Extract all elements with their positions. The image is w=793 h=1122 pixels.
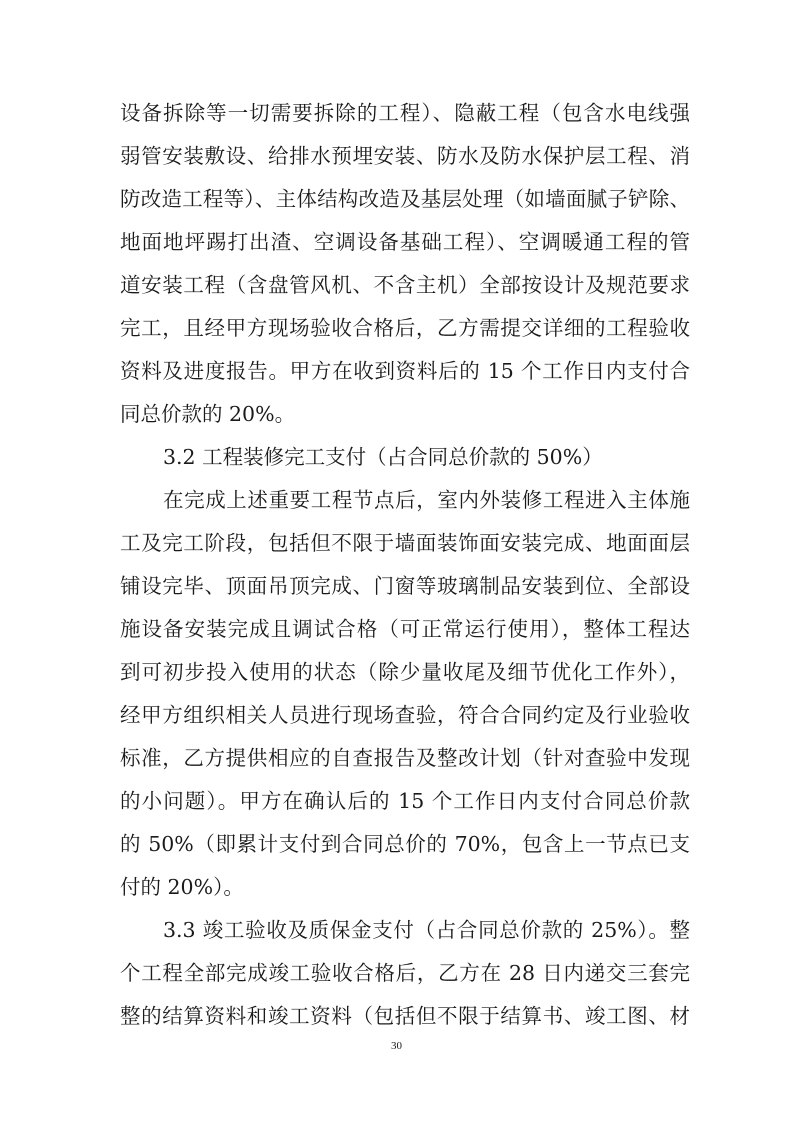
body-text-line: 铺设完毕、顶面吊顶完成、门窗等玻璃制品安装到位、全部设 [120,574,690,598]
body-text-line: 的 50%（即累计支付到合同总价的 70%，包含上一节点已支 [120,832,690,856]
section-heading-3-3: 3.3 竣工验收及质保金支付（占合同总价款的 25%）。整 [163,918,690,942]
body-text-line: 付的 20%）。 [120,875,244,899]
page-number: 30 [391,1040,402,1052]
body-text-line: 完工，且经甲方现场验收合格后，乙方需提交详细的工程验收 [120,316,690,340]
body-text-line: 同总价款的 20%。 [120,402,296,426]
body-text-line: 道安装工程（含盘管风机、不含主机）全部按设计及规范要求 [120,273,690,297]
body-text-line: 个工程全部完成竣工验收合格后，乙方在 28 日内递交三套完 [120,961,690,985]
body-text-line: 防改造工程等）、主体结构改造及基层处理（如墙面腻子铲除、 [120,187,690,211]
body-text-line: 地面地坪踢打出渣、空调设备基础工程）、空调暖通工程的管 [120,230,690,254]
body-text-line: 标准，乙方提供相应的自查报告及整改计划（针对查验中发现 [120,746,690,770]
body-text-line: 资料及进度报告。甲方在收到资料后的 15 个工作日内支付合 [120,359,690,383]
section-heading-3-2: 3.2 工程装修完工支付（占合同总价款的 50%） [163,445,603,469]
body-text-line: 设备拆除等一切需要拆除的工程）、隐蔽工程（包含水电线强 [120,101,690,125]
body-text-line: 弱管安装敷设、给排水预埋安装、防水及防水保护层工程、消 [120,144,690,168]
body-text-line: 经甲方组织相关人员进行现场查验，符合合同约定及行业验收 [120,703,690,727]
body-text-line: 工及完工阶段，包括但不限于墙面装饰面安装完成、地面面层 [120,531,690,555]
body-text-line: 整的结算资料和竣工资料（包括但不限于结算书、竣工图、材 [120,1004,690,1028]
body-text-line: 的小问题）。甲方在确认后的 15 个工作日内支付合同总价款 [120,789,690,813]
body-text-line: 施设备安装完成且调试合格（可正常运行使用），整体工程达 [120,617,690,641]
body-text-line: 到可初步投入使用的状态（除少量收尾及细节优化工作外）， [120,660,690,684]
body-text-line: 在完成上述重要工程节点后，室内外装修工程进入主体施 [163,488,690,512]
